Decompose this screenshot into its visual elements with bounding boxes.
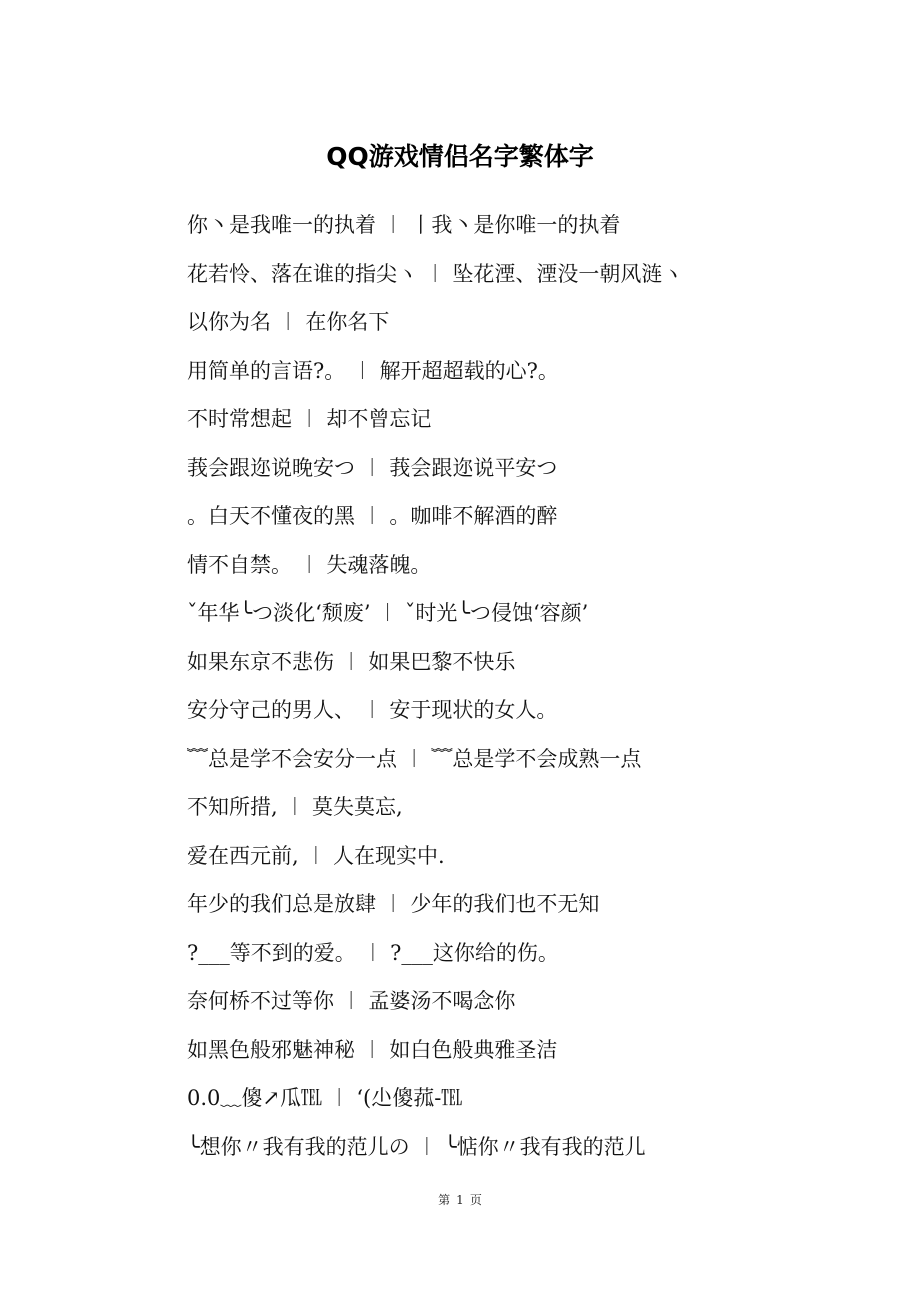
name-pair-line: ╰想你〃我有我的范儿の ︱ ╰惦你〃我有我的范儿 <box>187 1134 646 1159</box>
name-pair-line: 你丶是我唯一的执着 ︱ 丨我丶是你唯一的执着 <box>187 213 621 237</box>
name-pair-line: 用简单的言语?。 ︱ 解开超超载的心?。 <box>187 358 559 383</box>
name-pair-line: 不知所措, ︱ 莫失莫忘, <box>187 795 403 819</box>
document-title: QQ游戏情侣名字繁体字 <box>326 142 594 171</box>
name-pair-line: 0.0﹏傻↗瓜℡ ︱ ‘(尐傻菰-℡ <box>187 1086 463 1110</box>
name-pair-line: 奈何桥不过等你 ︱ 孟婆汤不喝念你 <box>187 989 516 1013</box>
name-pair-line: 以你为名 ︱ 在你名下 <box>187 310 390 334</box>
name-pair-line: ﹌总是学不会安分一点 ︱ ﹌总是学不会成熟一点 <box>187 746 642 771</box>
name-pair-line: 年少的我们总是放肆 ︱ 少年的我们也不无知 <box>187 892 600 916</box>
name-pair-list <box>187 205 887 1175</box>
name-pair-line: 情不自禁。 ︱ 失魂落魄。 <box>187 552 432 577</box>
name-pair-line: 莪会跟迩说晚安つ ︱ 莪会跟迩说平安つ <box>187 455 558 480</box>
name-pair-line: 不时常想起 ︱ 却不曾忘记 <box>187 407 432 431</box>
page-footer-suffix: 页 <box>469 1193 482 1207</box>
name-pair-line: ?___等不到的爱。 ︱ ?___这你给的伤。 <box>187 940 559 965</box>
name-pair-line: 如黑色般邪魅神秘 ︱ 如白色般典雅圣洁 <box>187 1037 558 1062</box>
name-pair-line: 如果东京不悲伤 ︱ 如果巴黎不快乐 <box>187 649 516 674</box>
page-number: 1 <box>456 1193 464 1207</box>
name-pair-line: 。白天不懂夜的黑 ︱ 。咖啡不解酒的醉 <box>187 504 558 528</box>
page-footer <box>0 1190 920 1210</box>
page-footer-prefix: 第 <box>438 1193 451 1207</box>
name-pair-line: ˇ年华╰つ淡化‘颓废’ ︱ ˇ时光╰つ侵蚀‘容颜’ <box>187 601 589 625</box>
name-pair-line: 花若怜、落在谁的指尖ヽ ︱ 坠花湮、湮没一朝风涟ヽ <box>187 261 684 286</box>
name-pair-line: 安分守己的男人、 ︱ 安于现状的女人。 <box>187 698 558 722</box>
name-pair-line: 爱在西元前, ︱ 人在现实中. <box>187 843 445 868</box>
